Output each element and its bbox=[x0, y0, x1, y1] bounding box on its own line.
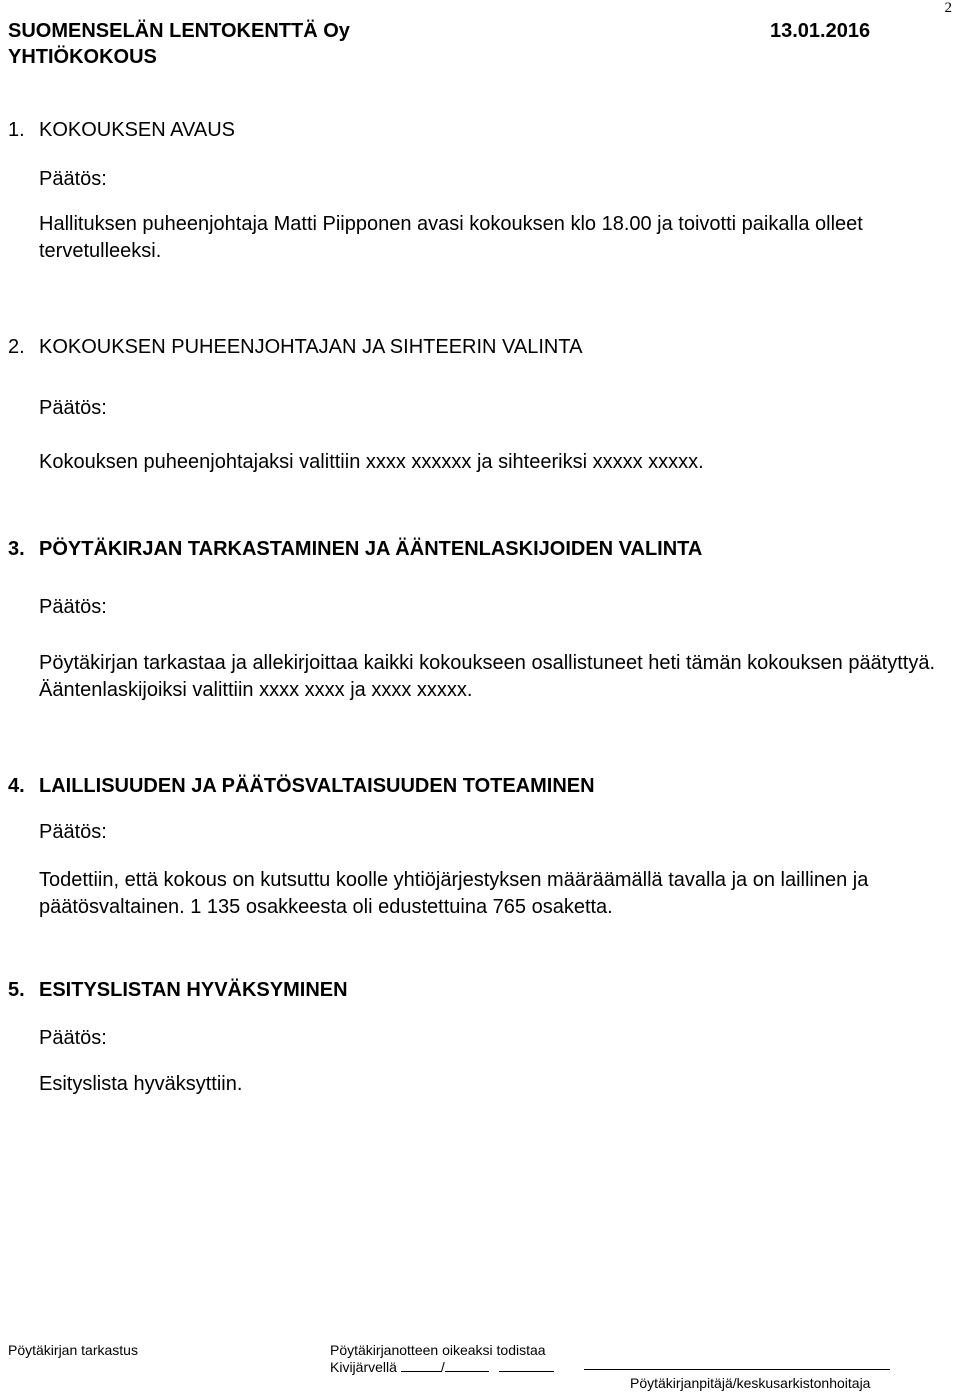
footer-place-date bbox=[330, 1358, 554, 1376]
meeting-title: YHTIÖKOKOUS bbox=[8, 46, 157, 68]
page-number: 2 bbox=[944, 0, 952, 16]
decision-text: Kokouksen puheenjohtajaksi valittiin xxxx xxxxxx ja sihteeriksi xxxxx xxxxx. bbox=[39, 451, 704, 473]
footer-review-label: Pöytäkirjan tarkastus bbox=[8, 1342, 138, 1358]
section-number: 2. bbox=[8, 336, 25, 358]
signature-line bbox=[584, 1369, 890, 1370]
section-heading bbox=[8, 117, 235, 143]
decision-text: Todettiin, että kokous on kutsuttu koolle yhtiöjärjestyksen määräämällä tavalla ja on laillinen ja päätösvaltainen. 1 135 osakkeesta oli edustettuina 765 osaketta. bbox=[39, 869, 869, 918]
document-date: 13.01.2016 bbox=[770, 20, 871, 42]
section-title: KOKOUKSEN AVAUS bbox=[39, 119, 235, 141]
decision-label: Päätös: bbox=[39, 397, 107, 419]
section-heading bbox=[8, 773, 595, 799]
section-title: KOKOUKSEN PUHEENJOHTAJAN JA SIHTEERIN VALINTA bbox=[39, 336, 583, 358]
section-heading bbox=[8, 334, 582, 360]
section-heading bbox=[8, 536, 702, 562]
section-number: 3. bbox=[8, 538, 25, 560]
decision-label: Päätös: bbox=[39, 596, 107, 618]
section-title: LAILLISUUDEN JA PÄÄTÖSVALTAISUUDEN TOTEAMINEN bbox=[39, 775, 595, 797]
date-month-blank bbox=[445, 1359, 489, 1372]
decision-label: Päätös: bbox=[39, 168, 107, 190]
footer-certify-label: Pöytäkirjanotteen oikeaksi todistaa bbox=[330, 1342, 546, 1358]
date-day-blank bbox=[401, 1359, 441, 1372]
decision-label: Päätös: bbox=[39, 1027, 107, 1049]
section-number: 5. bbox=[8, 979, 25, 1001]
footer-signer-title: Pöytäkirjanpitäjä/keskusarkistonhoitaja bbox=[630, 1375, 871, 1391]
section-title: ESITYSLISTAN HYVÄKSYMINEN bbox=[39, 979, 348, 1001]
footer-place: Kivijärvellä bbox=[330, 1359, 397, 1375]
section-number: 1. bbox=[8, 119, 25, 141]
decision-label: Päätös: bbox=[39, 821, 107, 843]
date-separator: / bbox=[440, 1359, 445, 1375]
section-number: 4. bbox=[8, 775, 25, 797]
section-heading bbox=[8, 977, 348, 1003]
company-name: SUOMENSELÄN LENTOKENTTÄ Oy bbox=[8, 20, 350, 42]
decision-text: Pöytäkirjan tarkastaa ja allekirjoittaa kaikki kokoukseen osallistuneet heti tämän kokouksen päätyttyä. Ääntenlaskijoiksi valittiin xxxx xxxx ja xxxx xxxxx. bbox=[39, 652, 936, 701]
date-year-blank bbox=[499, 1359, 554, 1372]
decision-text: Esityslista hyväksyttiin. bbox=[39, 1073, 243, 1095]
section-title: PÖYTÄKIRJAN TARKASTAMINEN JA ÄÄNTENLASKIJOIDEN VALINTA bbox=[39, 538, 703, 560]
decision-text: Hallituksen puheenjohtaja Matti Piipponen avasi kokouksen klo 18.00 ja toivotti paikalla olleet tervetulleeksi. bbox=[39, 213, 863, 262]
